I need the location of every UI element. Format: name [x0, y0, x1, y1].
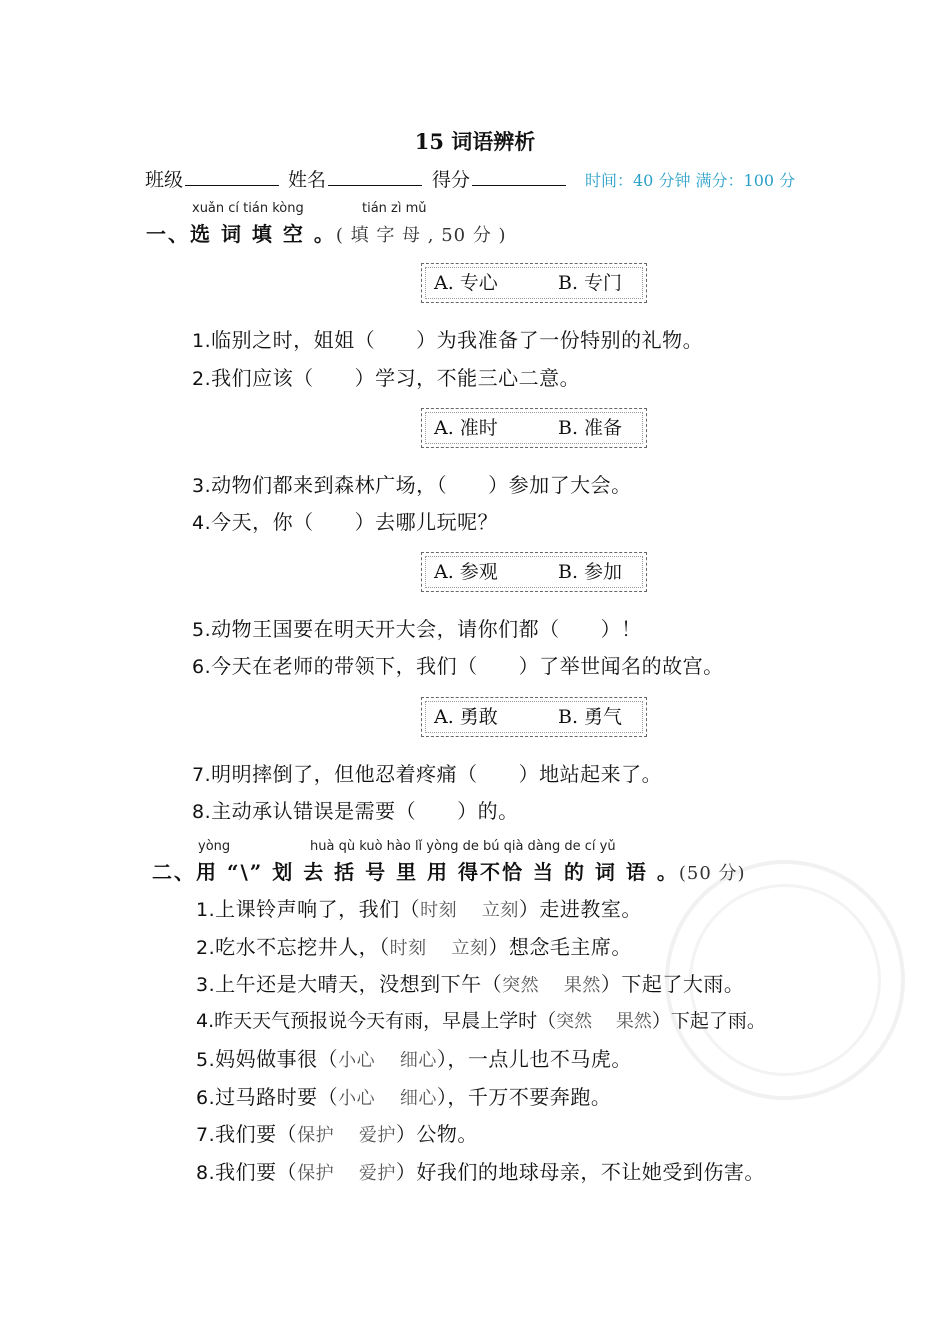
question-2-8: 8.我们要（保护 爱护）好我们的地球母亲，不让她受到伤害。 [196, 1160, 765, 1184]
question-6: 6.今天在老师的带领下，我们（ ）了举世闻名的故宫。 [192, 654, 724, 678]
word-options[interactable]: 小心 细心 [338, 1088, 437, 1109]
question-2-7: 7.我们要（保护 爱护）公物。 [196, 1122, 478, 1146]
option-b: B. 准备 [558, 417, 623, 439]
question-4: 4.今天，你（ ）去哪儿玩呢？ [192, 510, 499, 534]
score-field [432, 165, 566, 192]
word-options[interactable]: 时刻 立刻 [389, 938, 489, 959]
option-b: B. 专门 [558, 272, 623, 294]
score-label: 得分 [432, 169, 471, 191]
question-2-1: 1.上课铃声响了，我们（时刻 立刻）走进教室。 [196, 897, 642, 921]
section2-heading: 二、用 “\” 划 去 括 号 里 用 得不恰 当 的 词 语 。(50 分) [152, 860, 746, 884]
question-2-5: 5.妈妈做事很（小心 细心），一点儿也不马虎。 [196, 1047, 632, 1071]
time-score-info: 时间：40 分钟 满分：100 分 [585, 171, 796, 190]
section2-pinyin-rest: huà qù kuò hào lǐ yòng de bú qià dàng de cí yǔ [310, 839, 616, 854]
option-b: B. 参加 [558, 561, 623, 583]
option-box-3 [421, 552, 647, 592]
name-blank[interactable] [328, 167, 422, 186]
option-a: A. 专心 [434, 272, 498, 294]
page-title: 15 词语辨析 [414, 129, 536, 154]
section2-pinyin: yòng [198, 839, 231, 854]
section1-pinyin-paren: tián zì mǔ [362, 201, 427, 216]
section1-instruction: ( 填 字 母 , 50 分 ) [335, 225, 507, 246]
question-2: 2.我们应该（ ）学习，不能三心二意。 [192, 366, 581, 390]
section2-instruction: (50 分) [678, 863, 746, 884]
word-options[interactable]: 保护 爱护 [297, 1163, 396, 1184]
class-blank[interactable] [185, 167, 279, 186]
class-field [145, 165, 279, 192]
option-box-2 [421, 408, 647, 448]
option-a: A. 准时 [434, 417, 498, 439]
word-options[interactable]: 突然 果然 [502, 975, 601, 996]
name-label: 姓名 [288, 169, 327, 191]
option-box-1 [421, 263, 647, 303]
question-8: 8.主动承认错误是需要（ ）的。 [192, 799, 519, 823]
question-2-4: 4.昨天天气预报说今天有雨，早晨上学时（突然 果然）下起了雨。 [196, 1010, 766, 1032]
question-5: 5.动物王国要在明天开大会，请你们都（ ）！ [192, 617, 642, 641]
score-blank[interactable] [472, 167, 566, 186]
word-options[interactable]: 保护 爱护 [297, 1125, 396, 1146]
word-options[interactable]: 小心 细心 [338, 1050, 437, 1071]
question-2-6: 6.过马路时要（小心 细心），千万不要奔跑。 [196, 1085, 612, 1109]
section1-heading: 一、选 词 填 空 。( 填 字 母 , 50 分 ) [146, 222, 507, 246]
section1-pinyin: xuǎn cí tián kòng [192, 201, 304, 216]
option-a: A. 勇敢 [434, 706, 498, 728]
option-b: B. 勇气 [558, 706, 623, 728]
question-3: 3.动物们都来到森林广场，（ ）参加了大会。 [192, 473, 632, 497]
question-2-2: 2.吃水不忘挖井人，（时刻 立刻）想念毛主席。 [196, 935, 632, 959]
word-options[interactable]: 突然 果然 [556, 1011, 652, 1032]
option-box-4 [421, 697, 647, 737]
question-2-3: 3.上午还是大晴天，没想到下午（突然 果然）下起了大雨。 [196, 972, 745, 996]
word-options[interactable]: 时刻 立刻 [420, 900, 519, 921]
name-field [288, 165, 422, 192]
class-label: 班级 [145, 169, 184, 191]
question-1: 1.临别之时，姐姐（ ）为我准备了一份特别的礼物。 [192, 328, 704, 352]
question-7: 7.明明摔倒了，但他忍着疼痛（ ）地站起来了。 [192, 762, 663, 786]
option-a: A. 参观 [434, 561, 498, 583]
